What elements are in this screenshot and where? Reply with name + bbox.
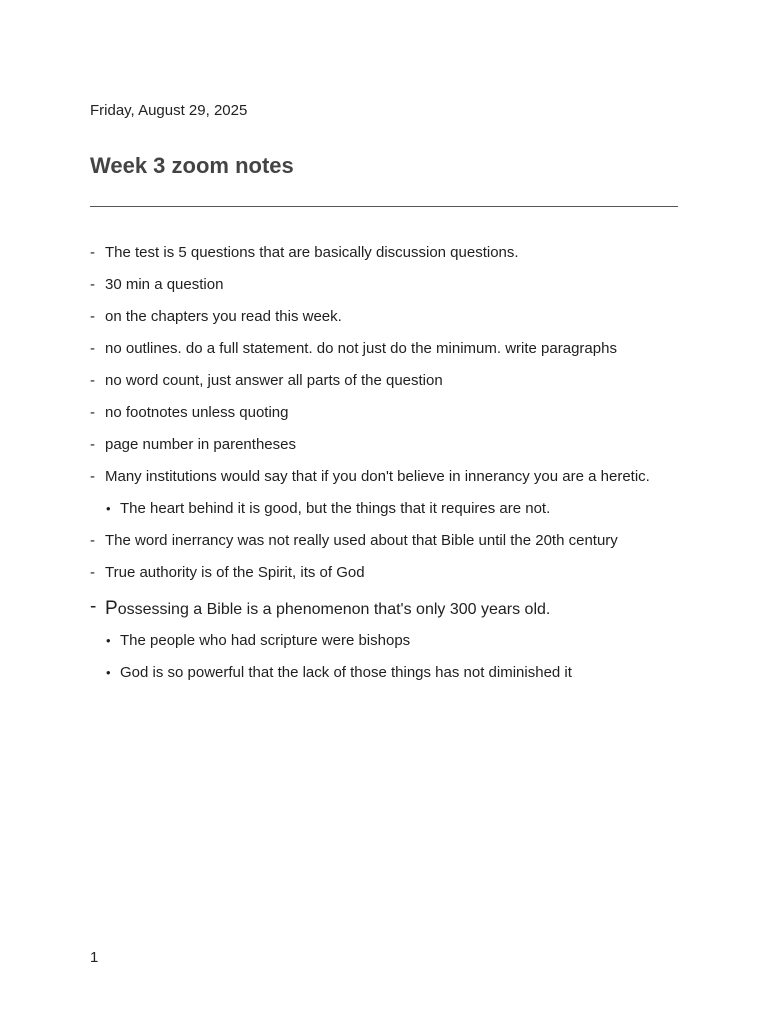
note-initial-letter: P	[105, 598, 118, 619]
dash-bullet: -	[90, 532, 95, 549]
page-number: 1	[90, 949, 99, 966]
note-item	[90, 241, 690, 273]
dash-bullet: -	[90, 596, 97, 617]
note-item	[90, 369, 690, 401]
note-text: on the chapters you read this week.	[105, 308, 342, 325]
dash-bullet: -	[90, 564, 95, 581]
dash-bullet: -	[90, 372, 95, 389]
dash-bullet: -	[90, 340, 95, 357]
dash-bullet: -	[90, 276, 95, 293]
dash-bullet: -	[90, 244, 95, 261]
title-divider	[90, 206, 678, 207]
dot-bullet: •	[106, 633, 111, 648]
note-item	[90, 593, 690, 629]
note-date: Friday, August 29, 2025	[90, 102, 248, 119]
note-text: no outlines. do a full statement. do not just do the minimum. write paragraphs	[105, 340, 617, 357]
dash-bullet: -	[90, 404, 95, 421]
dash-bullet: -	[90, 436, 95, 453]
dash-bullet: -	[90, 308, 95, 325]
note-item	[90, 401, 690, 433]
note-text: The people who had scripture were bishops	[120, 632, 411, 649]
note-text: page number in parentheses	[105, 436, 296, 453]
note-subitem	[90, 661, 690, 693]
note-item	[90, 273, 690, 305]
note-text: The test is 5 questions that are basically discussion questions.	[105, 244, 519, 261]
note-text: God is so powerful that the lack of those things has not diminished it	[120, 664, 572, 681]
note-item	[90, 337, 690, 369]
note-item	[90, 305, 690, 337]
note-item	[90, 465, 690, 497]
note-item	[90, 561, 690, 593]
dot-bullet: •	[106, 665, 111, 680]
note-text: True authority is of the Spirit, its of God	[105, 564, 365, 581]
note-text: The word inerrancy was not really used about that Bible until the 20th century	[105, 532, 618, 549]
notes-list	[90, 241, 690, 693]
note-text: no word count, just answer all parts of the question	[105, 372, 443, 389]
note-text	[105, 597, 550, 622]
note-title: Week 3 zoom notes	[90, 153, 294, 178]
note-subitem	[90, 497, 690, 529]
dash-bullet: -	[90, 468, 95, 485]
note-subitem	[90, 629, 690, 661]
note-text: The heart behind it is good, but the things that it requires are not.	[120, 500, 551, 517]
note-text: 30 min a question	[105, 276, 224, 293]
note-text: Many institutions would say that if you don't believe in innerancy you are a heretic.	[105, 468, 650, 485]
note-item	[90, 529, 690, 561]
note-item	[90, 433, 690, 465]
note-text: no footnotes unless quoting	[105, 404, 289, 421]
note-text-rest: ossessing a Bible is a phenomenon that's only 300 years old.	[117, 601, 551, 618]
dot-bullet: •	[106, 501, 111, 516]
